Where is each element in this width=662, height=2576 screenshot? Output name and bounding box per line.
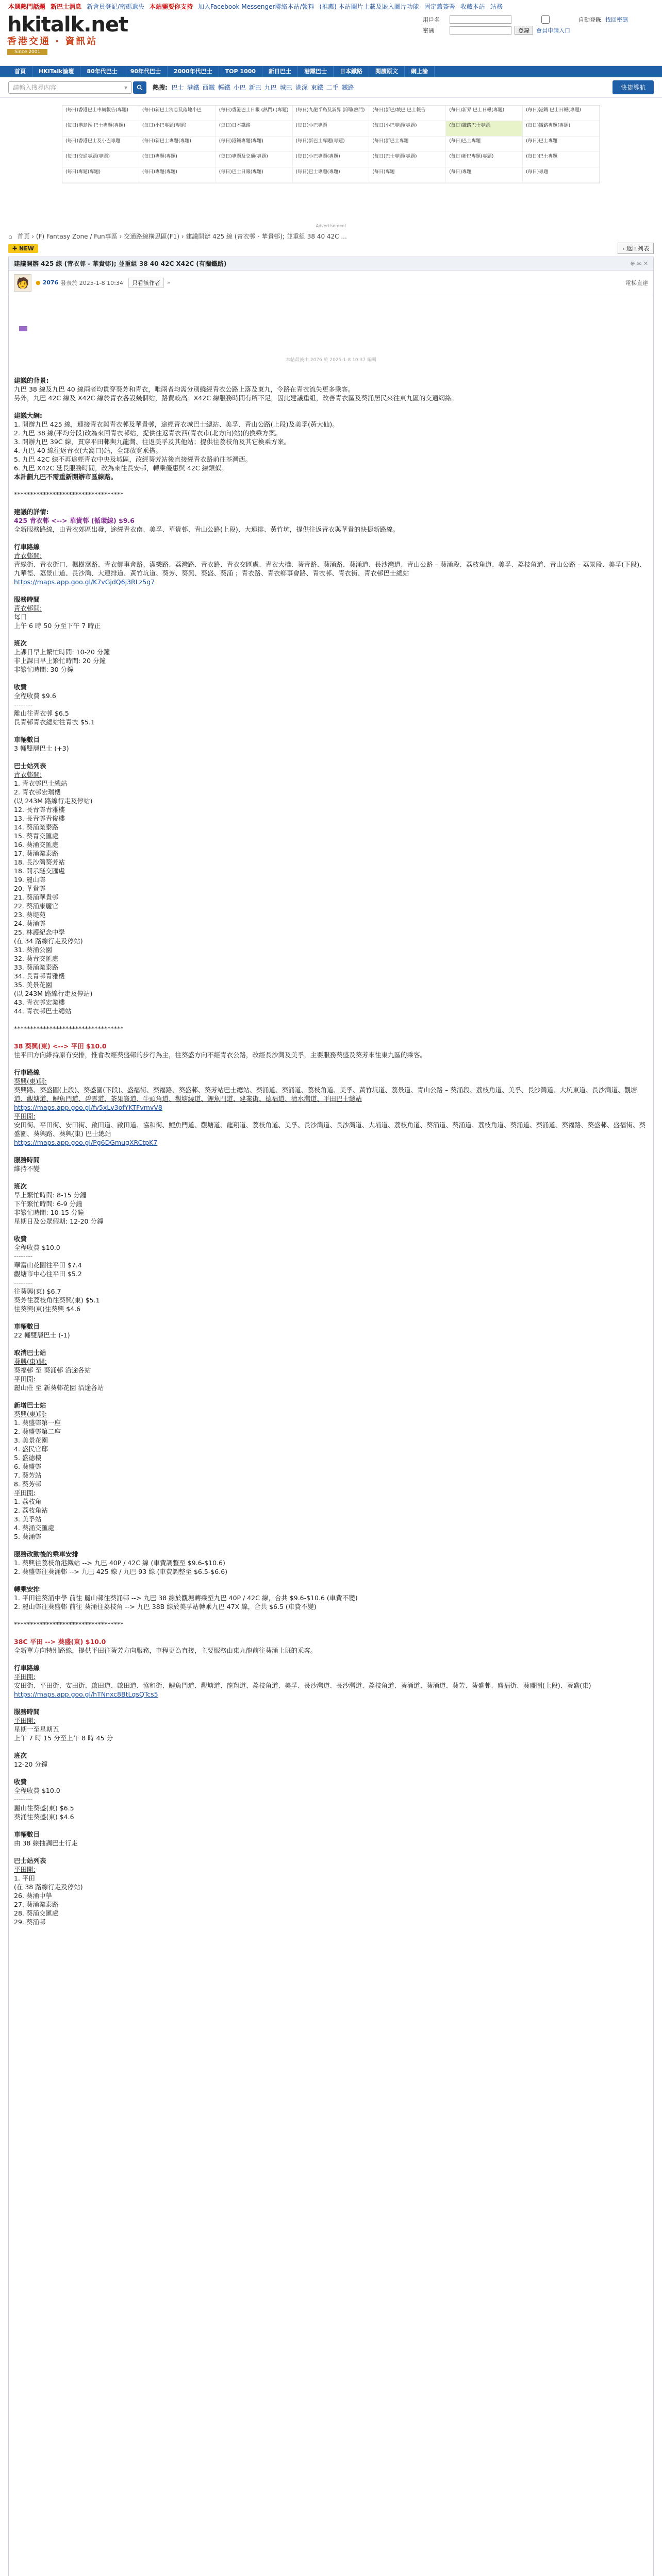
breadcrumb (0, 230, 662, 241)
spacer (14, 1392, 648, 1401)
section-heading: 行車路線 (14, 543, 40, 551)
content-line: 22 輛雙層巴士 (-1) (14, 1331, 70, 1339)
content-line: 星期日及公眾假期: 12-20 分鐘 (14, 1217, 104, 1225)
content-line: 長青邨青衣總站往青衣 $5.1 (14, 718, 95, 726)
find-password-link[interactable]: 找回密碼 (605, 16, 628, 23)
content-line: -------- (14, 701, 33, 708)
content-line: 下午繁忙時間: 6-9 分鐘 (14, 1200, 82, 1208)
home-icon[interactable]: ⌂ (8, 233, 12, 240)
online-status-icon: ● (36, 279, 41, 286)
nav-item[interactable]: 網上論 (405, 66, 435, 77)
content-line: 1. 開辦九巴 425 線，連接青衣與青衣邨及華貴邨，途經青衣城巴士總站、美孚、青山公路(上段)及美孚(黃大仙)。 (14, 420, 339, 428)
breadcrumb-text[interactable]: 首頁 › (F) Fantasy Zone / Fun事區 › 交通路線構思區(F1) › 建議開辦 425 線 (青衣邨 - 華貴邨); 並重組 38 40 42C ... (17, 233, 347, 240)
content-line: 6. 九巴 X42C 延長服務時間，改為來往長安邨，轉乘優惠與 42C 線類似。 (14, 464, 228, 472)
map-link[interactable]: https://maps.app.goo.gl/Pg6DGmugXRCtpK7 (14, 1139, 158, 1146)
section-heading: 取消巴士站 (14, 1349, 46, 1357)
content-line: 葵興(東)開: (14, 1358, 47, 1365)
spacer (14, 534, 648, 543)
nav-item[interactable]: 日本鐵路 (334, 66, 369, 77)
content-line: 2. 葵盛邨往葵涌邨 --> 九巴 425 線 / 九巴 93 線 (車費調整至 $6.5-$6.6) (14, 1568, 228, 1575)
content-line: 7. 葵芳站 (14, 1471, 42, 1479)
spacer (14, 726, 648, 735)
content-line: 1. 青衣邨巴士總站 (14, 779, 68, 787)
content-line: ********************************** (14, 1025, 124, 1032)
content-line: 26. 葵涌中學 (14, 1892, 52, 1900)
content-line: 葵芳往荔枝角往葵興(東) $5.1 (14, 1296, 100, 1304)
announcement-bar (0, 0, 662, 10)
search-input[interactable] (8, 81, 132, 94)
content-line: 安田街、平田街、安田街、啟田道、啟田道、協和街、鯉魚門道、觀塘道、龍翔道、荔枝角道、美孚、長沙灣道、長沙灣道、荔枝角道、葵涌道、葵涌道、葵芳、葵盛邨、盛福街、葵盛圍(上段)、葵盛(東) (14, 1682, 591, 1689)
section-heading: 建議的背景: (14, 377, 49, 384)
content-line: 12-20 分鐘 (14, 1760, 48, 1768)
content-line: 3. 美景花園 (14, 1436, 48, 1444)
content-line: 非繁忙時間: 30 分鐘 (14, 666, 74, 673)
content-line: 全程收費 $10.0 (14, 1787, 60, 1794)
spacer (14, 1015, 648, 1024)
content-line: 28. 葵涌交匯處 (14, 1909, 59, 1917)
spacer (14, 1699, 648, 1707)
content-line: 青衣邨開: (14, 771, 42, 778)
forum-link[interactable]: (每日)新巴士專題(專題) (139, 137, 216, 152)
login-box (423, 14, 655, 36)
spacer (14, 1340, 648, 1348)
content-line: -------- (14, 1279, 33, 1286)
nav-item[interactable]: 2000年代巴士 (168, 66, 219, 77)
content-line: 5. 葵涌邨 (14, 1533, 42, 1540)
content-line: 麗山往葵盛(東) $6.5 (14, 1804, 74, 1812)
nav-item[interactable]: HKITalk論壇 (32, 66, 80, 77)
edit-note: 本帖最後由 2076 於 2025-1-8 10:37 編輯 (286, 358, 376, 363)
hot-search-link[interactable]: 城巴 (279, 84, 292, 91)
hot-search-link[interactable]: 二手 (326, 84, 339, 91)
section-heading: 38 葵興(東) <--> 平田 $10.0 (14, 1042, 107, 1050)
forum-link[interactable]: (每日)專題(專題) (139, 152, 216, 167)
new-thread-label: NEW (19, 245, 34, 252)
content-line: 1. 平田往葵涌中學 前往 麗山邨往葵涌邨 --> 九巴 38 線於觀塘轉乘至九巴 40P / 42C 線，合共 $9.6-$10.6 (車費不變) (14, 1594, 358, 1602)
announcement-link[interactable]: 收藏本站 (460, 3, 485, 10)
logo-main-text: hkitalk.net (7, 13, 128, 37)
forum-link[interactable]: (每日)巴士專題(專題) (293, 167, 370, 183)
nav-item[interactable]: 新日巴士 (262, 66, 298, 77)
content-line: 觀塘市中心往平田 $5.2 (14, 1270, 82, 1278)
spacer (14, 1576, 648, 1585)
content-line: 維持不變 (14, 1165, 40, 1173)
spacer (14, 1655, 648, 1664)
section-heading: 本計劃九巴不需重新開辦市區線路。 (14, 473, 118, 481)
search-bar (0, 77, 662, 98)
content-line: -------- (14, 1252, 33, 1260)
content-line: 青衣邨開: (14, 604, 42, 612)
content-line: 15. 葵青交匯處 (14, 832, 59, 840)
content-line: 安田街、平田街、安田街、啟田道、啟田道、協和街、鯉魚門道、觀塘道、龍翔道、荔枝角道、美孚、長沙灣道、長沙灣道、大埔道、荔枝角道、葵涌道、葵涌道、荔枝角道、葵涌道、葵涌道、葵福路、葵盛邨、盛福街、葵盛圍、葵興路、葵興(東) 巴士總站 (14, 1121, 646, 1138)
content-line: 8. 葵芳邨 (14, 1480, 42, 1488)
forum-link[interactable]: (每日)新界 巴士日報(專題) (446, 106, 523, 121)
content-line: 平田開: (14, 1866, 36, 1873)
content-line: (在 34 路線行走及停站) (14, 937, 83, 945)
content-line: 29. 葵涌邨 (14, 1918, 46, 1926)
content-line: 九巴 38 線及九巴 40 線兩者均貫穿葵芳和青衣，唯兩者均需分別繞經青衣公路上落及東九，令路在青衣流失更多乘客。 (14, 385, 355, 393)
content-line: 23. 葵堤苑 (14, 911, 46, 919)
content-line: 1. 平田 (14, 1874, 35, 1882)
content-line: 31. 葵涌公園 (14, 946, 52, 954)
spacer (14, 402, 648, 411)
site-logo[interactable] (7, 13, 126, 55)
spacer (14, 630, 648, 639)
forum-link[interactable]: (每日)新巴/城巴 巴士報告 (369, 106, 446, 121)
forum-link[interactable]: (每日)專題 (369, 167, 446, 183)
content-line: 上午 6 時 50 分至下午 7 時正 (14, 622, 101, 630)
content-line: 青綠街、青衣街口、楓樹窩路、青衣鄉事會路、滿樂路、荔灣路、青衣路、青衣交匯處、青衣大橋、葵青路、葵涌路、葵涌道、長沙灣道、青山公路 – 葵涌段、荔枝角道、美孚、荔枝角道、青山公路 – 荔景段、美孚(下段)、九華徑、荔景山道、長沙灣、大連排道、黃竹坑道、葵芳、葵興、葵盛、葵涌 ；青衣路、青衣鄉事會路、青衣邨、青衣街、青衣邨巴士總站 (14, 561, 646, 577)
content-line: 1. 葵盛邨第一座 (14, 1419, 61, 1427)
spacer (14, 1769, 648, 1777)
content-line: 2. 青衣邨宏瑞樓 (14, 788, 61, 796)
content-line: 34. 長青邨青雅樓 (14, 972, 65, 980)
spacer (14, 1313, 648, 1322)
forum-link[interactable]: (每日)巴士專題 (446, 137, 523, 152)
content-line: 葵涌往葵盛(東) $4.6 (14, 1813, 74, 1821)
spacer (14, 1629, 648, 1637)
elevator-link[interactable]: 電梯直達 (625, 279, 648, 286)
nav-item[interactable]: TOP 1000 (219, 66, 262, 77)
site-header (0, 10, 662, 66)
nav-item[interactable]: 首頁 (8, 66, 32, 77)
section-heading: 服務時間 (14, 1156, 40, 1164)
login-button[interactable]: 登錄 (515, 26, 533, 35)
content-line: 17. 葵涌業泰路 (14, 850, 59, 857)
content-line: 非上課日早上繁忙時間: 20 分鐘 (14, 657, 106, 665)
section-heading: 收費 (14, 683, 27, 691)
section-heading: 建議大綱: (14, 412, 42, 419)
announcement-link[interactable]: 新巴士消息 (51, 3, 82, 10)
content-line: 平田開: (14, 1112, 36, 1120)
logo-sub-text: 香港交通 · 資訊站 (7, 36, 98, 47)
section-heading: 班次 (14, 1182, 27, 1190)
advertisement-space (0, 183, 662, 223)
ad-label: Advertisement (316, 224, 346, 228)
forum-link-grid (62, 105, 600, 183)
post-meta (9, 270, 653, 295)
spacer (14, 1173, 648, 1182)
content-line: 24. 葵涌邨 (14, 920, 46, 927)
spacer (14, 1147, 648, 1156)
content-line: 44. 青衣邨巴士總站 (14, 1007, 72, 1015)
quick-nav-button[interactable]: 快捷導航 (613, 80, 654, 94)
content-line: -------- (14, 1795, 33, 1803)
content-line: 平田開: (14, 1489, 36, 1497)
content-line: 1. 葵興往荔枝角港鐵站 --> 九巴 40P / 42C 線 (車費調整至 $9.6-$10.6) (14, 1559, 225, 1567)
map-link[interactable]: https://maps.app.goo.gl/hTNnxc8BtLqsQTcs5 (14, 1690, 158, 1698)
hot-search-link[interactable]: 鐵路 (341, 84, 354, 91)
password-input[interactable] (450, 26, 511, 35)
spacer (14, 1033, 648, 1042)
content-line: 3. 開辦九巴 39C 線，貫穿平田邨與九龍灣、往返美孚及其他站；提供往荔枝角及其它換乘方案。 (14, 438, 290, 446)
forum-link[interactable]: (每日)鐵路巴士專題 (446, 121, 523, 137)
content-line: 33. 葵涌業泰路 (14, 963, 59, 971)
post-author[interactable]: 2076 (42, 279, 59, 286)
forum-link[interactable]: (每日)巴士專題 (523, 152, 600, 167)
thread-action-icons[interactable]: ⊕ ✉ ✕ (630, 260, 648, 267)
section-heading: 班次 (14, 639, 27, 647)
section-heading: 行車路線 (14, 1664, 40, 1672)
hot-search-link[interactable]: 港深 (295, 84, 308, 91)
spacer (14, 1226, 648, 1234)
spacer (14, 481, 648, 490)
content-line: 6. 葵盛邨 (14, 1463, 42, 1470)
search-icon (137, 84, 143, 91)
spacer (14, 1611, 648, 1620)
section-heading: 車輛數目 (14, 736, 40, 743)
forum-link[interactable]: (每日)港島區 巴士專題(專題) (62, 121, 139, 137)
register-link[interactable]: 會員申請入口 (536, 27, 570, 34)
section-heading: 巴士站列表 (14, 1857, 46, 1865)
content-line: 3. 美孚站 (14, 1515, 42, 1523)
back-to-list-button[interactable]: ‹ 返回列表 (618, 243, 654, 254)
content-line: 星期一至星期五 (14, 1725, 59, 1733)
hot-search-links (153, 83, 357, 92)
map-link[interactable]: https://maps.app.goo.gl/fv5xLv3ofYKTFvmvV8 (14, 1104, 162, 1111)
content-line: 青衣邨開: (14, 552, 42, 560)
content-line: 另外，九巴 42C 線及 X42C 線於青衣各設幾個站，路費較高。X42C 線服務時間有所不足，因此建議重組，改善青衣區及葵涌居民來往東九區的交通網絡。 (14, 394, 458, 402)
nav-item[interactable]: 90年代巴士 (124, 66, 168, 77)
content-line: 葵興(東)開: (14, 1410, 47, 1418)
section-heading: 服務改動後的乘車安排 (14, 1550, 79, 1558)
nav-item[interactable]: 80年代巴士 (80, 66, 124, 77)
spacer (14, 1059, 648, 1068)
section-heading: 行車路線 (14, 1069, 40, 1076)
content-line: 葵福邨 至 葵涌邨 沿途各站 (14, 1366, 91, 1374)
content-line: 往葵興(東) $6.7 (14, 1287, 61, 1295)
username-label: 用戶名 (423, 16, 440, 23)
announcement-link[interactable]: 本週熱門話題 (8, 3, 46, 10)
content-line: 3 輛雙層巴士 (+3) (14, 744, 69, 752)
thread-title-bar (8, 257, 654, 270)
content-line: 1. 荔枝角 (14, 1498, 42, 1505)
username-input[interactable] (450, 15, 511, 24)
logo-since-badge: Since 2001 (7, 49, 47, 55)
section-heading: 425 青衣邨 <--> 華貴邨 (循環線) $9.6 (14, 517, 135, 524)
content-line: 麗山莊 至 新葵邨花園 沿途各站 (14, 1384, 104, 1392)
forum-link[interactable]: (每日)小巴專題(專題) (293, 152, 370, 167)
section-heading: 建議的詳情: (14, 508, 49, 516)
new-thread-button[interactable]: ✚ NEW (8, 244, 38, 253)
hot-search-link[interactable]: 輕鐵 (218, 84, 230, 91)
announcement-link[interactable]: 加入Facebook Messenger聯絡本站/報料 (198, 3, 315, 10)
forum-link[interactable]: (每日)巴士日報(專題) (216, 167, 293, 183)
content-line: 每日 (14, 613, 27, 621)
content-line: 全新服務路線，由青衣郊區出發，途經青衣南、美孚、華貴邨、青山公路(上段)、大連排、黃竹坑，提供往返青衣與華貴的快捷新路線。 (14, 526, 400, 533)
spacer (14, 753, 648, 761)
content-line: 平田開: (14, 1717, 36, 1724)
content-line: 離山往青衣邨 $6.5 (14, 709, 69, 717)
hot-search-label: 熱搜: (153, 84, 168, 91)
spacer (14, 1821, 648, 1830)
section-heading: 巴士站列表 (14, 762, 46, 770)
forum-link[interactable]: (每日)港鐵 巴士日報(專題) (523, 106, 600, 121)
announcement-link[interactable]: 固定舊簽署 (424, 3, 455, 10)
section-heading: 收費 (14, 1235, 27, 1243)
spacer (14, 1541, 648, 1550)
nav-item[interactable]: 港鐵巴士 (298, 66, 334, 77)
content-line: ********************************** (14, 490, 124, 498)
content-line: 全程收費 $10.0 (14, 1244, 60, 1251)
auto-login-checkbox[interactable] (515, 15, 576, 24)
spacer (14, 586, 648, 595)
content-line: 22. 葵涌康麗官 (14, 902, 59, 910)
post-date: 發表於 2025-1-8 10:34 (60, 279, 123, 286)
announcement-link[interactable]: 新會員登記/密碼遺失 (87, 3, 145, 10)
content-line: 2. 荔枝角站 (14, 1506, 48, 1514)
content-line: ********************************** (14, 1620, 124, 1628)
content-line: 27. 葵涌業泰路 (14, 1901, 59, 1908)
content-line: 華富山花園往平田 $7.4 (14, 1261, 82, 1269)
forum-link[interactable]: (每日)新巴士消息及落地小巴 (139, 106, 216, 121)
post (8, 270, 654, 2576)
content-line: 16. 葵涌交匯處 (14, 841, 59, 849)
content-line: 非繁忙時間: 10-15 分鐘 (14, 1209, 84, 1216)
section-heading: 班次 (14, 1752, 27, 1759)
forum-link[interactable]: (每日)新巴專題(專題) (446, 152, 523, 167)
forum-link[interactable]: (每日)專題 (446, 167, 523, 183)
content-line: 全新單方向特別路線，提供平田往葵芳方向服務，車程更為直接，主要服務由東九龍前往葵涌上班的乘客。 (14, 1647, 317, 1654)
content-line: (以 243M 路線行走及停站) (14, 797, 93, 805)
auto-login-label: 自動登錄 (578, 16, 601, 23)
forum-link[interactable]: (每日)香港巴士及小巴專題 (62, 137, 139, 152)
content-line: 20. 華貴邨 (14, 885, 46, 892)
search-placeholder: 請輸入搜尋內容 (13, 84, 57, 91)
forum-link[interactable]: (每日)巴士專題 (523, 137, 600, 152)
hot-search-link[interactable]: 東鐵 (310, 84, 323, 91)
spacer (14, 674, 648, 683)
section-heading: 收費 (14, 1778, 27, 1786)
content-line: 13. 長青邨青俊樓 (14, 815, 65, 822)
forum-link[interactable]: (每日)專題及交通(專題) (216, 152, 293, 167)
content-line: 35. 美景花園 (14, 981, 52, 989)
section-heading: 服務時間 (14, 1708, 40, 1716)
content-line: (在 38 路線行走及停站) (14, 1883, 83, 1891)
content-line: 4. 葵涌交匯處 (14, 1524, 55, 1532)
content-line: 往平田方向維持原有安排，惟會改經葵盛邨的步行為主，往葵盛方向不經青衣公路，改經長沙灣及美孚，主要服務葵盛及葵芳來往東九區的乘客。 (14, 1051, 427, 1059)
avatar[interactable]: 🧑 (14, 274, 31, 292)
map-link[interactable]: https://maps.app.goo.gl/K7vGjdQ6j3RLz5g7 (14, 578, 155, 586)
content-line: 19. 麗山邨 (14, 876, 46, 884)
forum-link[interactable]: (每日)專題(專題) (139, 167, 216, 183)
section-heading: 轉乘安排 (14, 1585, 40, 1593)
section-heading: 車輛數目 (14, 1831, 40, 1838)
thread-title: 建議開辦 425 線 (青衣邨 - 華貴邨); 並重組 38 40 42C X42C (有關鐵路) (14, 260, 227, 267)
hot-search-link[interactable]: 巴士 (171, 84, 184, 91)
section-heading: 新增巴士站 (14, 1401, 46, 1409)
content-line: 平田開: (14, 1375, 36, 1383)
main-nav (0, 66, 662, 77)
forum-link[interactable]: (每日)小巴專題(專題) (369, 121, 446, 137)
forum-link[interactable]: (每日)九龍半島及新界 新聞(熱門) (293, 106, 370, 121)
content-line: 上午 7 時 15 分至上午 8 時 45 分 (14, 1734, 113, 1742)
hot-search-link[interactable]: 九巴 (264, 84, 277, 91)
post-content (9, 376, 653, 1926)
print-link[interactable]: » (167, 279, 171, 286)
spacer (14, 1742, 648, 1751)
content-line: 5. 盛德樓 (14, 1454, 42, 1462)
hot-search-link[interactable]: 西鐵 (202, 84, 215, 91)
content-line: 往葵興(東)往葵興 $4.6 (14, 1305, 81, 1313)
content-line: 18. 長沙灣葵芳站 (14, 858, 65, 866)
forum-link[interactable]: (每日)日本鐵路 (216, 121, 293, 137)
hot-search-link[interactable]: 新巴 (249, 84, 261, 91)
section-heading: 車輛數目 (14, 1323, 40, 1330)
content-line: (以 243M 路線行走及停站) (14, 990, 93, 997)
search-button[interactable] (133, 81, 146, 94)
forum-link[interactable]: (每日)香港巴士車輛報告(專題) (62, 106, 139, 121)
forum-link[interactable]: (每日)巴士專題(專題) (369, 152, 446, 167)
announcement-link[interactable]: 本站需要你支持 (150, 3, 193, 10)
forum-link[interactable]: (每日)新巴士專題 (369, 137, 446, 152)
hot-search-link[interactable]: 小巴 (233, 84, 246, 91)
forum-link[interactable]: (每日)交通專題(專題) (62, 152, 139, 167)
only-author-button[interactable]: 只看該作者 (128, 278, 164, 288)
password-label: 密碼 (423, 27, 434, 34)
nav-item[interactable]: 閱讀原文 (369, 66, 405, 77)
content-line: 32. 葵青交匯處 (14, 955, 59, 962)
content-line: 12. 長青邨青雅樓 (14, 806, 65, 814)
content-line: 早上繁忙時間: 8-15 分鐘 (14, 1191, 87, 1199)
forum-link[interactable]: (每日)香港巴士日報 (熱門) (專題) (216, 106, 293, 121)
thread-tools (0, 241, 662, 256)
content-line: 2. 麗山邨往葵盛邨 前往 葵涌往荔枝角 --> 九巴 38B 線於美孚站轉乘九巴 47X 線，合共 $6.5 (車費不變) (14, 1603, 317, 1611)
spacer (14, 1848, 648, 1856)
content-line: 4. 盛民官邸 (14, 1445, 48, 1453)
content-line: 葵興路、葵盛圍(上段)、葵盛圍(下段)、盛福街、葵福路、葵盛邨、葵芳站巴士總站、葵涌道、葵涌道、荔枝角道、美孚、黃竹坑道、荔景道、青山公路 – 葵涌段、荔枝角道、美孚、長沙灣道、大坑東道、長沙灣道、觀塘道、觀塘道、鯉魚門道、碧雲道、茶果嶺道、牛頭角道、觀塘繞道、鯉魚門道、建業街、德福道、清水灣道、平田巴士總站 (14, 1086, 637, 1103)
announcement-link[interactable]: (推薦) 本站圖片上載及嵌入圖片功能 (319, 3, 419, 10)
search-dropdown-icon[interactable]: ▾ (124, 83, 127, 91)
content-line: 2. 葵盛邨第二座 (14, 1428, 61, 1435)
content-line: 5. 九巴 42C 線不再途經青衣中央及城區，改經葵芳站後直接經青衣路前往荃灣西。 (14, 455, 252, 463)
content-line: 由 38 線抽調巴士行走 (14, 1839, 78, 1847)
forum-link[interactable]: (每日)小巴專題 (293, 121, 370, 137)
hot-search-link[interactable]: 港鐵 (187, 84, 200, 91)
forum-link[interactable]: (每日)港鐵專題(專題) (216, 137, 293, 152)
content-line: 18. 開示隧交匯處 (14, 867, 65, 875)
announcement-link[interactable]: 站務 (490, 3, 503, 10)
content-line: 4. 九巴 40 線往返青衣(大窩口)站，全部放寬乘搭。 (14, 447, 162, 454)
spacer (14, 499, 648, 507)
forum-link[interactable]: (每日)小巴專題(專題) (139, 121, 216, 137)
forum-link[interactable]: (每日)專題 (523, 167, 600, 183)
section-heading: 服務時間 (14, 596, 40, 603)
content-line: 全程收費 $9.6 (14, 692, 56, 700)
content-line: 葵興(東)開: (14, 1077, 47, 1085)
content-line: 43. 青衣邨宏業樓 (14, 998, 65, 1006)
content-line: 21. 葵涌華貴邨 (14, 893, 59, 901)
content-line: 25. 林護紀念中學 (14, 928, 65, 936)
content-line: 14. 葵涌業泰路 (14, 823, 59, 831)
forum-link[interactable]: (每日)鐵路專題(專題) (523, 121, 600, 137)
content-line: 2. 九巴 38 線(平均分段)改為來回青衣邨站，提供往返青衣西(青衣市(北方向)站)的換乘方案。 (14, 429, 282, 437)
forum-link[interactable]: (每日)專題(專題) (62, 167, 139, 183)
content-line: 上課日早上繁忙時間: 10-20 分鐘 (14, 648, 110, 656)
post-tag-icon (19, 326, 27, 331)
section-heading: 38C 平田 --> 葵盛(東) $10.0 (14, 1638, 106, 1646)
content-line: 平田開: (14, 1673, 36, 1681)
forum-link[interactable]: (每日)新巴士專題(專題) (293, 137, 370, 152)
